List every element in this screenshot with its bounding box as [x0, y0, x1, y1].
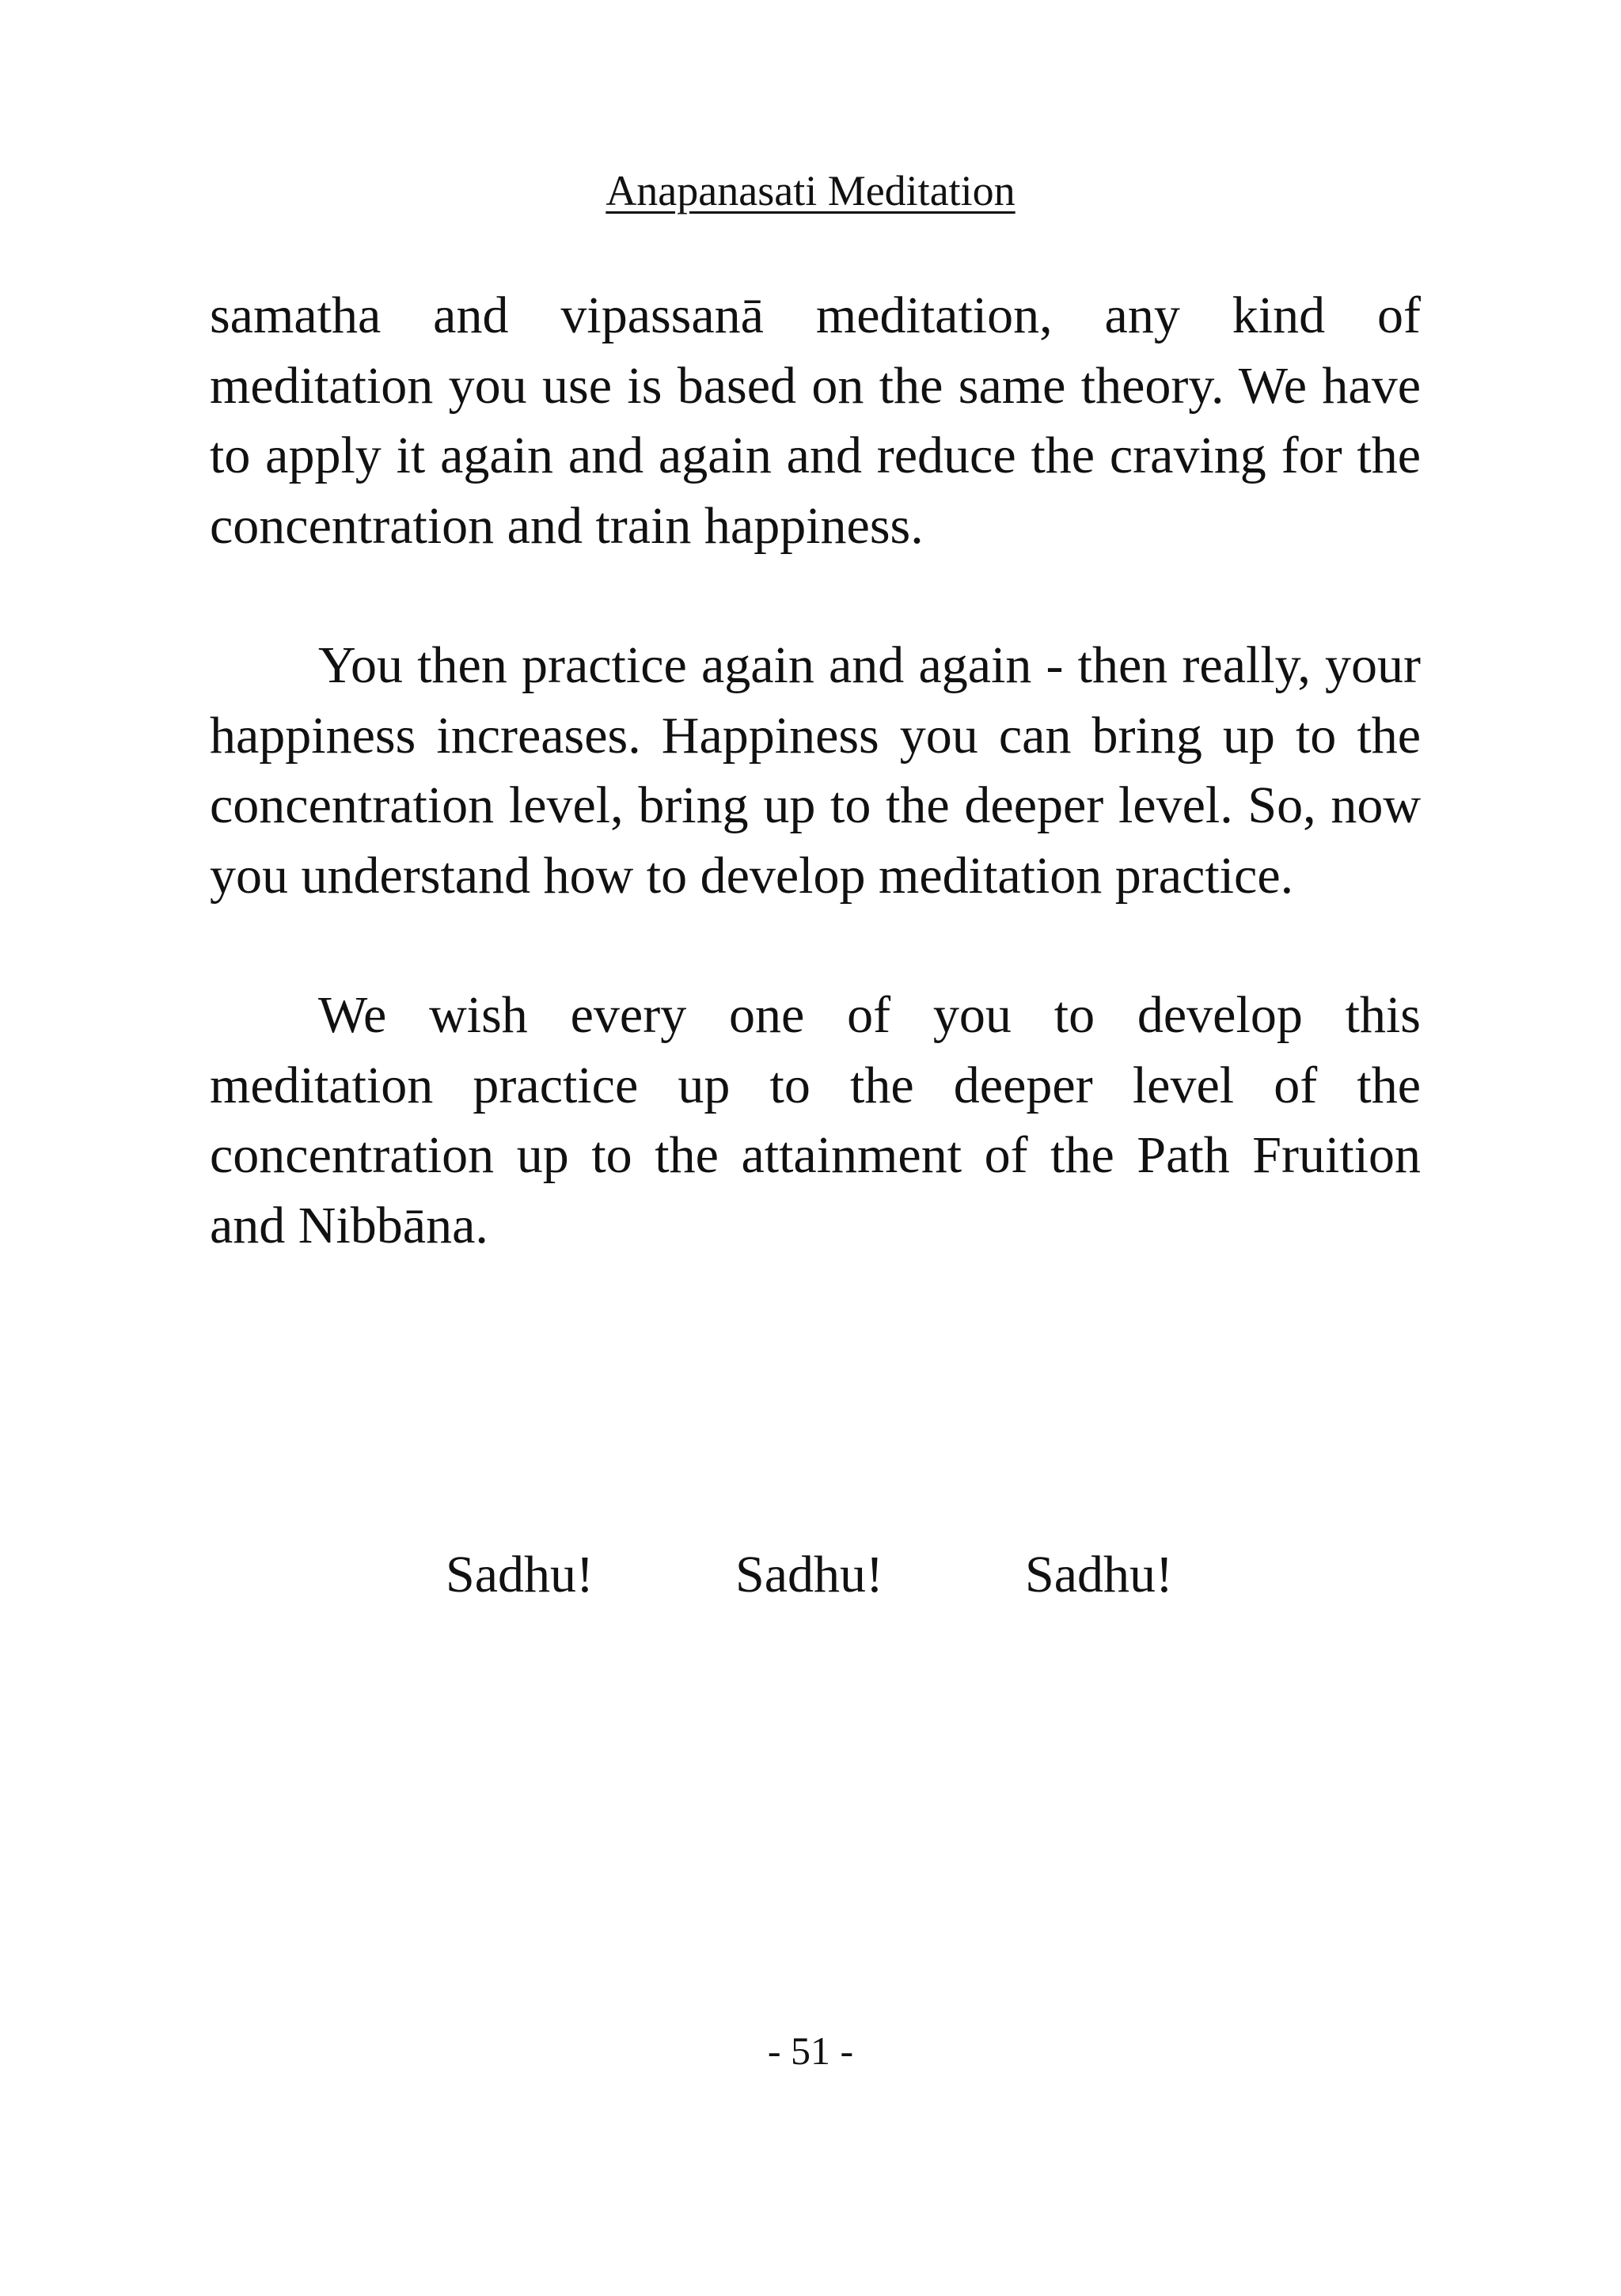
page-number: - 51 - — [767, 2028, 854, 2073]
closing-blessing — [0, 1539, 1621, 1611]
running-header-title: Anapanasati Meditation — [606, 167, 1015, 214]
paragraph-practice: You then practice again and again - then really, your happiness increases. Happiness you can bring up to the concentration level, bring up to the deeper level. So, now you understand how to develop meditation practice. — [210, 636, 1421, 905]
sadhu-word: Sadhu! — [1025, 1546, 1173, 1603]
paragraph-wish: We wish every one of you to develop this meditation practice up to the deeper level of the concentration up to the attainment of the Path Fruition and Nibbāna. — [210, 986, 1421, 1254]
paragraph-continuation: samatha and vipassanā meditation, any kind of meditation you use is based on the same theory. We have to apply it again and again and reduce the craving for the concentration and train happiness. — [210, 287, 1421, 555]
body-text — [210, 281, 1421, 1261]
sadhu-word: Sadhu! — [446, 1546, 594, 1603]
sadhu-word: Sadhu! — [735, 1546, 883, 1603]
